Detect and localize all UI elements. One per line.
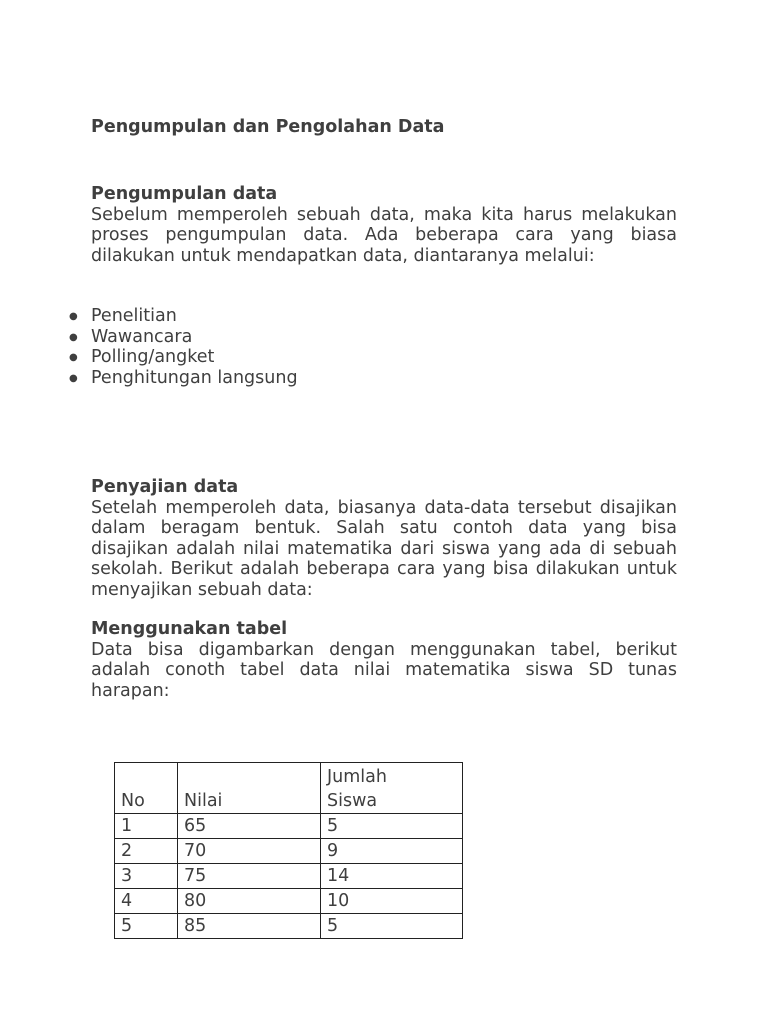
list-item bbox=[69, 367, 298, 389]
cell-nilai: 75 bbox=[178, 864, 321, 889]
cell-jumlah-siswa: 5 bbox=[321, 914, 463, 939]
table-row bbox=[115, 814, 463, 839]
paragraph-collection: Sebelum memperoleh sebuah data, maka kita harus melakukan proses pengumpulan data. Ada beberapa cara yang biasa dilakukan untuk mendapatkan data, diantaranya melalui: bbox=[91, 204, 677, 266]
table-row bbox=[115, 839, 463, 864]
header-jumlah-line: Jumlah bbox=[327, 767, 387, 787]
list-item-label: Wawancara bbox=[91, 326, 193, 347]
list-item-label: Penelitian bbox=[91, 306, 177, 326]
table-header-row bbox=[115, 763, 463, 814]
section-data-presentation bbox=[91, 477, 677, 600]
section-heading-presentation: Penyajian data bbox=[91, 477, 239, 497]
cell-no: 4 bbox=[115, 889, 178, 914]
cell-nilai: 80 bbox=[178, 889, 321, 914]
bullet-icon: ● bbox=[69, 372, 78, 384]
math-score-table bbox=[114, 762, 463, 939]
table-row bbox=[115, 914, 463, 939]
bullet-icon: ● bbox=[69, 352, 78, 363]
cell-jumlah-siswa: 14 bbox=[321, 864, 463, 889]
section-using-table bbox=[91, 619, 677, 701]
list-item bbox=[69, 347, 298, 368]
section-heading-table: Menggunakan tabel bbox=[91, 619, 288, 639]
section-data-collection bbox=[91, 184, 677, 266]
table-row bbox=[115, 864, 463, 889]
header-nilai: Nilai bbox=[178, 763, 321, 814]
cell-jumlah-siswa: 10 bbox=[321, 889, 463, 914]
cell-no: 5 bbox=[115, 914, 178, 939]
collection-methods-list bbox=[69, 306, 298, 388]
list-item bbox=[69, 326, 298, 348]
header-siswa-line: Siswa bbox=[327, 791, 378, 811]
section-heading-collection: Pengumpulan data bbox=[91, 184, 278, 204]
header-jumlah-siswa bbox=[321, 763, 463, 814]
list-item-label: Penghitungan langsung bbox=[91, 367, 298, 388]
cell-nilai: 70 bbox=[178, 839, 321, 864]
cell-no: 2 bbox=[115, 839, 178, 864]
header-no: No bbox=[115, 763, 178, 814]
cell-nilai: 65 bbox=[178, 814, 321, 839]
cell-jumlah-siswa: 5 bbox=[321, 814, 463, 839]
list-item bbox=[69, 306, 298, 327]
document-title: Pengumpulan dan Pengolahan Data bbox=[91, 117, 445, 137]
cell-nilai: 85 bbox=[178, 914, 321, 939]
table-row bbox=[115, 889, 463, 914]
paragraph-presentation: Setelah memperoleh data, biasanya data-data tersebut disajikan dalam beragam bentuk. Salah satu contoh data yang bisa disajikan adalah nilai matematika dari siswa yang ada di sebuah sekolah. Berikut adalah beberapa cara yang bisa dilakukan untuk menyajikan sebuah data: bbox=[91, 497, 677, 600]
paragraph-table: Data bisa digambarkan dengan menggunakan tabel, berikut adalah conoth tabel data nilai matematika siswa SD tunas harapan: bbox=[91, 639, 677, 701]
list-item-label: Polling/angket bbox=[91, 347, 215, 367]
cell-jumlah-siswa: 9 bbox=[321, 839, 463, 864]
bullet-icon: ● bbox=[69, 311, 78, 322]
bullet-icon: ● bbox=[69, 331, 78, 343]
cell-no: 1 bbox=[115, 814, 178, 839]
cell-no: 3 bbox=[115, 864, 178, 889]
